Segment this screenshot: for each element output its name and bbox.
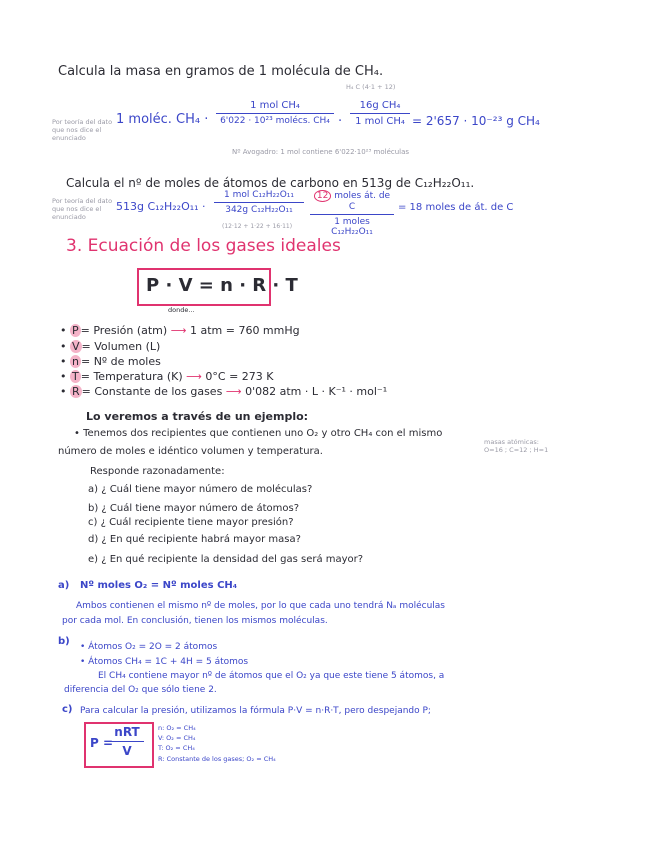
result-2: = 18 moles de át. de C	[398, 202, 514, 213]
variable-row: • R = Constante de los gases ⟶ 0'082 atm · L · K⁻¹ · mol⁻¹	[60, 385, 388, 398]
fraction-carbon-num: 12 moles át. de C	[310, 190, 394, 212]
variable-text: = Presión (atm)	[80, 324, 168, 337]
variable-letter: T	[72, 370, 79, 383]
example-line-1: • Tenemos dos recipientes que contienen uno O₂ y otro CH₄ con el mismo	[74, 428, 443, 439]
pressure-note: n: O₂ = CH₄	[158, 724, 196, 732]
question-1-text: Calcula la masa en gramos de 1 molécula de CH₄.	[58, 64, 384, 79]
question-1	[58, 64, 383, 79]
fraction-carbon-den: 1 moles C₁₂H₂₂O₁₁	[331, 217, 373, 237]
answer-a-line-2: por cada mol. En conclusión, tienen los mismos moléculas.	[62, 616, 328, 626]
fraction-molar-mass-den: 1 mol CH₄	[355, 116, 405, 127]
question-2	[66, 176, 474, 190]
margin-note-1: Por teoría del dato que nos dice el enunciado	[52, 118, 113, 142]
pressure-note: R: Constante de los gases; O₂ = CH₄	[158, 755, 276, 763]
fraction-molar-mass-num: 16g CH₄	[359, 100, 401, 111]
arrow-icon: ⟶	[225, 385, 242, 398]
donde-note: donde...	[168, 306, 195, 314]
fraction-sugar-den: 342g C₁₂H₂₂O₁₁	[225, 205, 293, 215]
answer-a-head: Nº moles O₂ = Nº moles CH₄	[80, 580, 238, 591]
fraction-bar	[350, 113, 410, 114]
masas-note: masas atómicas: O=16 ; C=12 ; H=1	[484, 438, 549, 454]
fraction-bar	[310, 214, 394, 215]
fraction-bar	[214, 202, 304, 203]
molar-mass-note: H₄ C (4·1 + 12)	[346, 83, 396, 91]
answer-b-line-1: • Átomos O₂ = 2O = 2 átomos	[80, 642, 218, 652]
margin-note-2: Por teoría del dato que nos dice el enunciado	[52, 197, 113, 221]
result-1: = 2'657 · 10⁻²³ g CH₄	[412, 114, 540, 128]
variable-row: • V = Volumen (L)	[60, 340, 161, 353]
example-title: Lo veremos a través de un ejemplo:	[86, 410, 309, 423]
example-line-2: número de moles e idéntico volumen y temperatura.	[58, 446, 323, 457]
fraction-avogadro-den: 6'022 · 10²³ molécs. CH₄	[220, 116, 330, 126]
conversion-start: 1 moléc. CH₄ ·	[116, 112, 209, 127]
ideal-gas-formula: P · V = n · R · T	[146, 275, 298, 296]
arrow-icon: ⟶	[170, 324, 187, 337]
answer-b-line-3: El CH₄ contiene mayor nº de átomos que el O₂ ya que este tiene 5 átomos, a	[98, 671, 445, 681]
variable-text: = Volumen (L)	[81, 340, 161, 353]
pressure-fraction-den: V	[122, 744, 132, 758]
fraction-carbon-atoms	[310, 190, 394, 237]
answer-a-line-1: Ambos contienen el mismo nº de moles, por lo que cada uno tendrá Nₐ moléculas	[76, 601, 445, 611]
fraction-bar	[110, 741, 144, 742]
variable-extra: 1 atm = 760 mmHg	[189, 324, 300, 337]
variable-row: • n = Nº de moles	[60, 355, 161, 368]
variable-letter: R	[72, 385, 80, 398]
answer-c-label: c)	[62, 704, 73, 715]
fraction-avogadro	[216, 100, 334, 126]
variable-row: • T = Temperatura (K) ⟶ 0°C = 273 K	[60, 370, 274, 383]
fraction-molar-mass-sugar	[214, 190, 304, 215]
variable-row: • P = Presión (atm) ⟶ 1 atm = 760 mmHg	[60, 324, 300, 337]
variable-text: = Constante de los gases	[81, 385, 223, 398]
sugar-mass-note: (12·12 + 1·22 + 16·11)	[222, 223, 293, 230]
question-item: b) ¿ Cuál tiene mayor número de átomos?	[88, 503, 300, 514]
dot-operator: ·	[338, 114, 343, 129]
answer-b-line-2: • Átomos CH₄ = 1C + 4H = 5 átomos	[80, 657, 249, 667]
variable-letter: P	[72, 324, 79, 337]
variable-letter: n	[72, 355, 79, 368]
variable-text: = Nº de moles	[80, 355, 161, 368]
question-item: a) ¿ Cuál tiene mayor número de moléculas?	[88, 484, 313, 495]
pressure-p: P =	[90, 736, 114, 750]
conversion-start-2: 513g C₁₂H₂₂O₁₁ ·	[116, 200, 206, 213]
answer-c-line-1: Para calcular la presión, utilizamos la fórmula P·V = n·R·T, pero despejando P;	[80, 706, 431, 716]
question-item: e) ¿ En qué recipiente la densidad del gas será mayor?	[88, 554, 364, 565]
variable-text: = Temperatura (K)	[80, 370, 183, 383]
avogadro-note: Nº Avogadro: 1 mol contiene 6'022·10²³ moléculas	[232, 148, 410, 156]
pressure-note: T: O₂ = CH₄	[158, 744, 195, 752]
fraction-bar	[216, 113, 334, 114]
circled-number: 12	[314, 190, 331, 202]
fraction-sugar-num: 1 mol C₁₂H₂₂O₁₁	[223, 190, 294, 200]
variable-extra: 0°C = 273 K	[205, 370, 274, 383]
section-title: 3. Ecuación de los gases ideales	[66, 236, 341, 256]
question-item: d) ¿ En qué recipiente habrá mayor masa?	[88, 534, 301, 545]
pressure-fraction	[110, 725, 144, 758]
pressure-note: V: O₂ = CH₄	[158, 734, 196, 742]
fraction-avogadro-num: 1 mol CH₄	[250, 100, 300, 111]
variable-letter: V	[72, 340, 80, 353]
responde-text: Responde razonadamente:	[90, 466, 225, 477]
question-item: c) ¿ Cuál recipiente tiene mayor presión?	[88, 517, 294, 528]
question-2-text: Calcula el nº de moles de átomos de carbono en 513g de C₁₂H₂₂O₁₁.	[66, 176, 475, 190]
pressure-fraction-num: nRT	[114, 725, 140, 739]
answer-a-label: a)	[58, 580, 70, 591]
answer-b-line-4: diferencia del O₂ que sólo tiene 2.	[64, 685, 217, 695]
answer-b-label: b)	[58, 636, 70, 647]
arrow-icon: ⟶	[186, 370, 202, 383]
fraction-molar-mass	[350, 100, 410, 127]
variable-extra: 0'082 atm · L · K⁻¹ · mol⁻¹	[245, 385, 388, 398]
